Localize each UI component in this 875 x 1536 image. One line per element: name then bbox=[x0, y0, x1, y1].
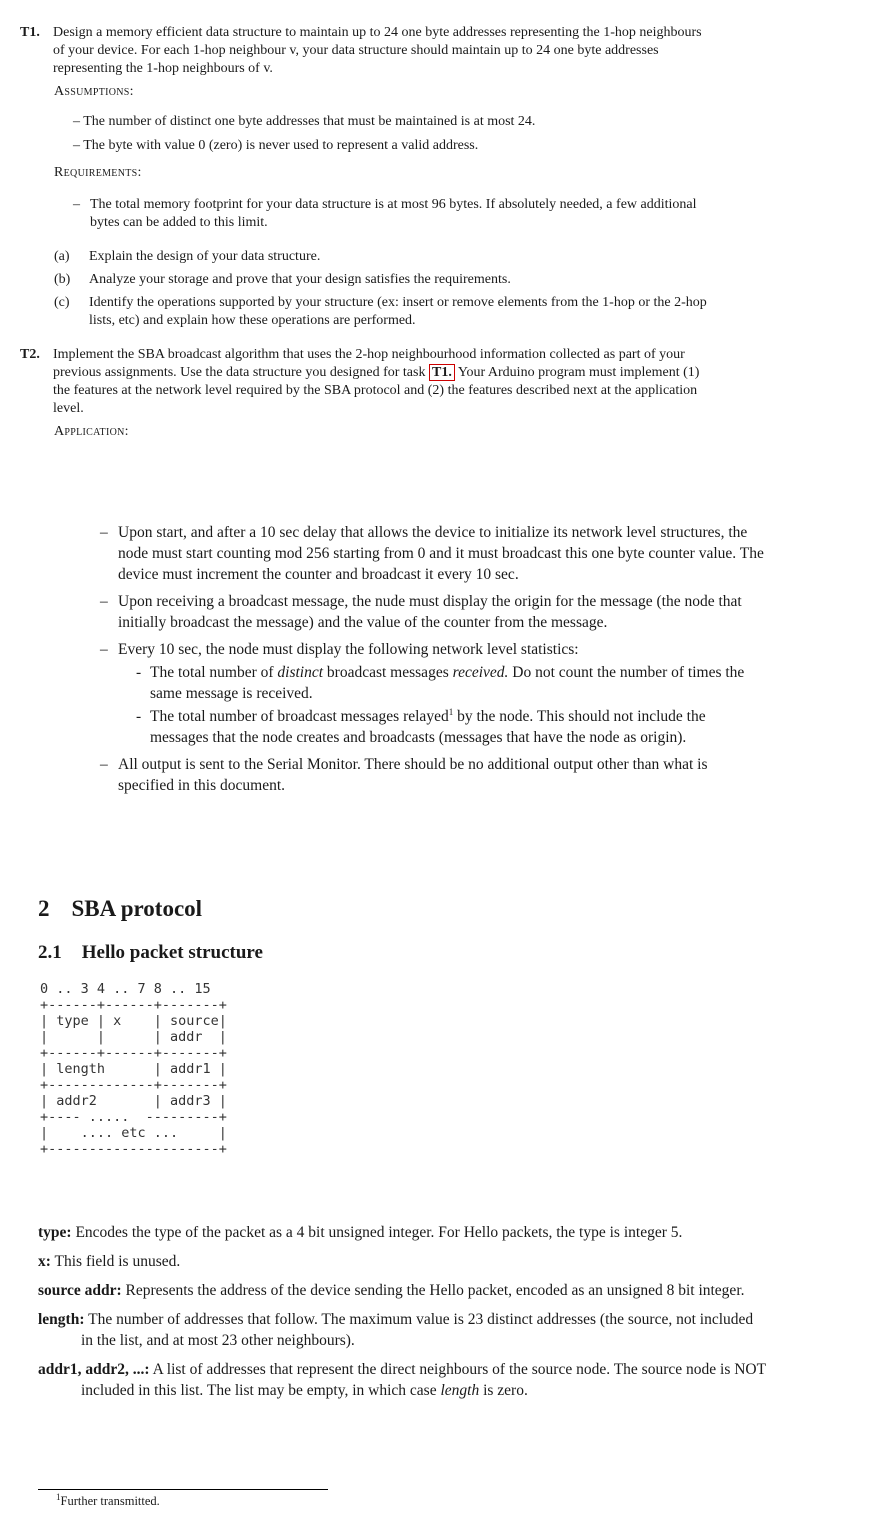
task-label: T2. bbox=[20, 347, 40, 362]
task-t2 bbox=[20, 346, 710, 418]
footnote: $^1$Further transmitted. bbox=[56, 1491, 160, 1508]
list-item: Every 10 sec, the node must display the following network level statistics: bbox=[118, 641, 579, 658]
footnote-rule bbox=[38, 1489, 328, 1490]
task-reference-link[interactable]: T1. bbox=[429, 364, 455, 381]
list-item: The total memory footprint for your data structure is at most 96 bytes. If absolutely needed, a few additional bytes can be added to this limit. bbox=[90, 197, 697, 230]
application-list: – Upon start, and after a 10 sec delay that allows the device to initialize its network level structures, the node must start counting mod 256 starting from 0 and it must broadcast this one byte counter value. The device must increment the counter and broadcast it every 10 sec. – Upon receiving a broadcast message, the nude must display the origin for the message (the node that initially broadcast the message) and the value of the counter from the message. – Every 10 sec, the node must display the following network level statistics: - The total number of distinct broadcast messages received. Do not count the number of times the same message is received. - The total number of broadcast messages relayed$^1$ by the node. This should not include the messages that the node creates and broadcasts (messages that have the node as origin). – All output is sent to the Serial Monitor. There should be no additional output other than what is specified in this document. bbox=[100, 524, 764, 794]
assumptions-list bbox=[73, 113, 713, 155]
item-text: Identify the operations supported by your structure (ex: insert or remove elements from the 1-hop or the 2-hop lists, etc) and explain how these operations are performed. bbox=[89, 295, 707, 328]
task-text: Design a memory efficient data structure to maintain up to 24 one byte addresses representing the 1-hop neighbours of your device. For each 1-hop neighbour v, your data structure should maintain up to 24 one byte addresses representing the 1-hop neighbours of v. bbox=[53, 25, 702, 76]
application-heading: Application: bbox=[54, 424, 129, 439]
task-label: T1. bbox=[20, 25, 40, 40]
task-items bbox=[54, 248, 714, 330]
list-item: – The number of distinct one byte addresses that must be maintained is at most 24. bbox=[73, 113, 713, 131]
requirements-list: – The total memory footprint for your data structure is at most 96 bytes. If absolutely needed, a few additional bytes can be added to this limit. bbox=[73, 196, 713, 232]
item-label: (a) bbox=[54, 249, 70, 264]
field-x: x: This field is unused. bbox=[38, 1253, 181, 1270]
section-heading: 2 SBA protocol bbox=[38, 896, 203, 921]
item-label: (b) bbox=[54, 272, 71, 287]
field-addr-list: addr1, addr2, ...: A list of addresses that represent the direct neighbours of the source node. The source node is NOT included in this list. The list may be empty, in which case length is zero. bbox=[38, 1361, 766, 1399]
item-text: Explain the design of your data structure. bbox=[89, 249, 321, 264]
item-text: Analyze your storage and prove that your design satisfies the requirements. bbox=[89, 272, 511, 287]
task-t1 bbox=[20, 24, 710, 78]
field-length: length: The number of addresses that follow. The maximum value is 23 distinct addresses (the source, not included in the list, and at most 23 other neighbours). bbox=[38, 1311, 754, 1349]
list-item: Upon start, and after a 10 sec delay that allows the device to initialize its network level structures, the node must start counting mod 256 starting from 0 and it must broadcast this one byte counter value. The device must increment the counter and broadcast it every 10 sec. bbox=[118, 524, 764, 583]
packet-diagram: 0 .. 3 4 .. 7 8 .. 15 +------+------+-------+ | type | x | source| | | | addr | +------+------+-------+ | length | addr1 | +-------------+-------+ | addr2 | addr3 | +---- ..... ---------+ | .... etc ... | +---------------------+ bbox=[40, 981, 227, 1157]
field-type: type: Encodes the type of the packet as a 4 bit unsigned integer. For Hello packets, the type is integer 5. bbox=[38, 1224, 683, 1241]
stat-item: The total number of distinct broadcast messages received. Do not count the number of times the same message is received. bbox=[150, 664, 745, 702]
subsection-heading: 2.1 Hello packet structure bbox=[38, 942, 263, 963]
footnote-ref[interactable]: 1 bbox=[448, 706, 454, 717]
requirements-heading: Requirements: bbox=[54, 165, 142, 180]
field-list bbox=[38, 1222, 766, 1401]
list-item: Upon receiving a broadcast message, the nude must display the origin for the message (the node that initially broadcast the message) and the value of the counter from the message. bbox=[118, 593, 742, 631]
stat-item: The total number of broadcast messages relayed$^1$ by the node. This should not include the messages that the node creates and broadcasts (messages that have the node as origin). bbox=[150, 706, 706, 746]
list-item: All output is sent to the Serial Monitor. There should be no additional output other than what is specified in this document. bbox=[118, 756, 708, 794]
list-item: – The byte with value 0 (zero) is never used to represent a valid address. bbox=[73, 137, 713, 155]
field-source-addr: source addr: Represents the address of the device sending the Hello packet, encoded as an unsigned 8 bit integer. bbox=[38, 1282, 745, 1299]
task-text: Implement the SBA broadcast algorithm that uses the 2-hop neighbourhood information collected as part of your previous assignments. Use the data structure you designed for task T1. Your Arduino program must implement (1) the features at the network level required by the SBA protocol and (2) the features described next at the application level. bbox=[53, 347, 700, 416]
assumptions-heading: Assumptions: bbox=[54, 84, 134, 99]
item-label: (c) bbox=[54, 295, 70, 310]
